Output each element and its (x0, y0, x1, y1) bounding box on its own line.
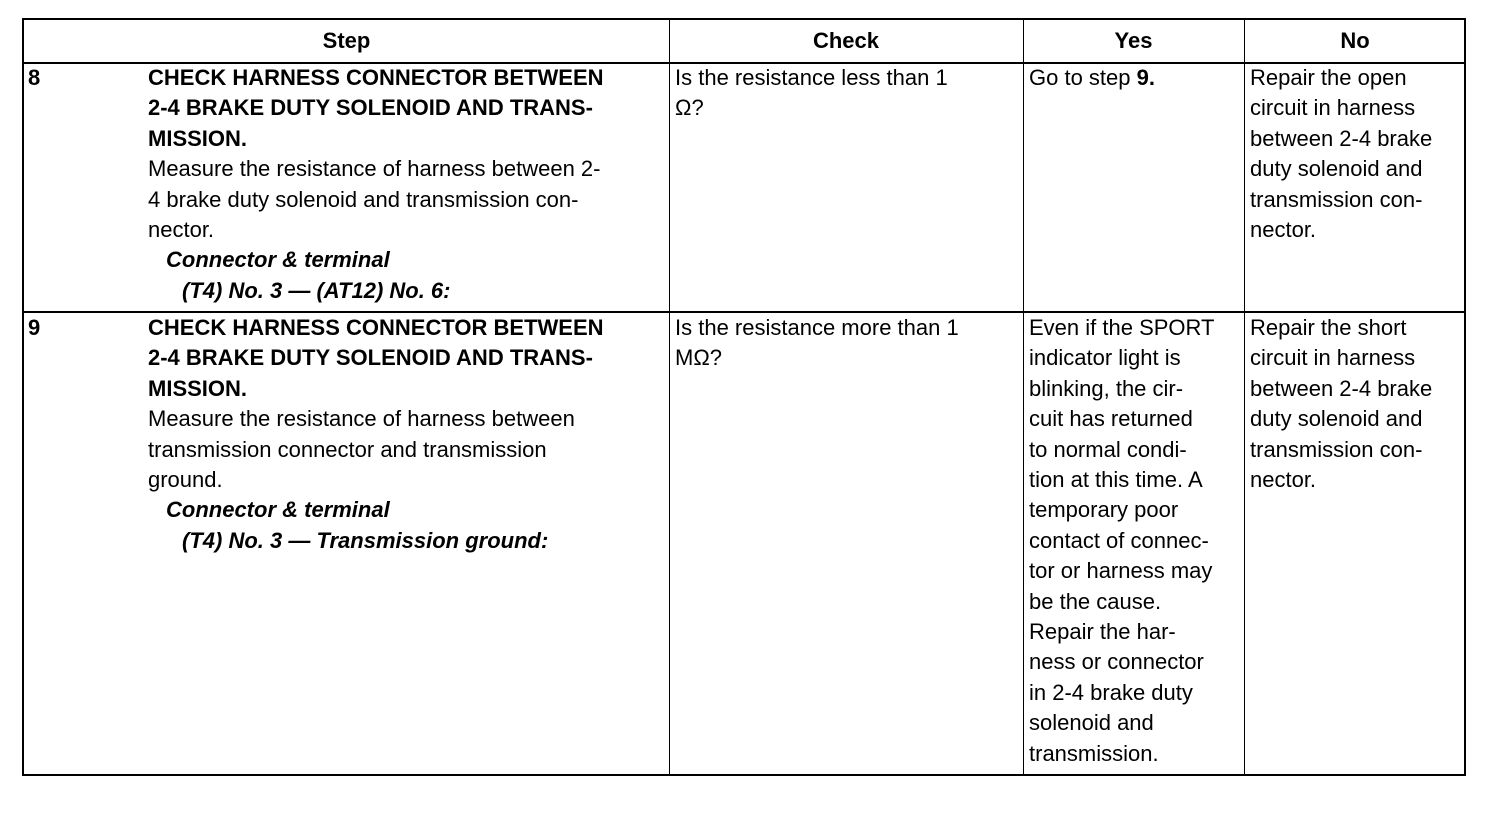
yes-line: Repair the har- (1029, 619, 1176, 645)
step-content (148, 313, 604, 556)
diagnostic-table (22, 18, 1466, 776)
no-text (1250, 313, 1432, 495)
no-line: Repair the open (1250, 65, 1407, 90)
yes-line: to normal condi- (1029, 436, 1187, 462)
yes-line: solenoid and (1029, 710, 1154, 736)
no-line: circuit in harness (1250, 95, 1416, 121)
step-title-line: 2-4 BRAKE DUTY SOLENOID AND TRANS- (148, 345, 593, 371)
connector-label: Connector & terminal (166, 497, 390, 523)
check-line: Ω? (675, 95, 704, 121)
no-line: between 2-4 brake (1250, 375, 1433, 401)
check-text (675, 63, 948, 124)
step-desc-line: ground. (148, 467, 223, 493)
yes-line: tor or harness may (1029, 558, 1213, 584)
no-line: duty solenoid and (1250, 406, 1423, 432)
header-step: Step (322, 28, 371, 53)
column-divider (1244, 20, 1245, 774)
no-line: nector. (1250, 217, 1317, 243)
no-line: duty solenoid and (1250, 156, 1423, 182)
step-desc-line: transmission connector and transmission (148, 436, 547, 462)
step-content (148, 63, 604, 306)
yes-step-link: 9. (1136, 65, 1155, 90)
column-divider (669, 20, 670, 774)
no-line: Repair the short (1250, 315, 1407, 340)
step-desc-line: 4 brake duty solenoid and transmission con- (148, 186, 579, 212)
step-desc-line: Measure the resistance of harness between 2- (148, 156, 601, 182)
step-title-line: MISSION. (148, 375, 248, 401)
step-title-line: MISSION. (148, 125, 248, 151)
check-line: Is the resistance less than 1 (675, 65, 948, 90)
no-line: transmission con- (1250, 186, 1423, 212)
step-title-line: 2-4 BRAKE DUTY SOLENOID AND TRANS- (148, 95, 593, 121)
yes-line: indicator light is (1029, 345, 1181, 371)
step-title-line: CHECK HARNESS CONNECTOR BETWEEN (148, 65, 604, 90)
connector-label: Connector & terminal (166, 247, 390, 273)
no-line: between 2-4 brake (1250, 125, 1433, 151)
yes-line: ness or connector (1029, 649, 1204, 675)
no-line: transmission con- (1250, 436, 1423, 462)
step-title-line: CHECK HARNESS CONNECTOR BETWEEN (148, 315, 604, 340)
yes-line: blinking, the cir- (1029, 375, 1184, 401)
no-line: circuit in harness (1250, 345, 1416, 371)
step-desc-line: nector. (148, 217, 215, 243)
step-number: 9 (28, 315, 41, 340)
terminal-spec: (T4) No. 3 — (AT12) No. 6: (182, 277, 451, 303)
column-divider (1023, 20, 1024, 774)
terminal-spec: (T4) No. 3 — Transmission ground: (182, 527, 549, 553)
step-desc-line: Measure the resistance of harness between (148, 406, 575, 432)
yes-line: tion at this time. A (1029, 467, 1203, 493)
no-text (1250, 63, 1432, 245)
step-number: 8 (28, 65, 41, 90)
yes-text (1029, 313, 1214, 769)
yes-line: in 2-4 brake duty (1029, 679, 1193, 705)
yes-line: transmission. (1029, 740, 1159, 766)
yes-line (1029, 63, 1155, 93)
yes-line: be the cause. (1029, 588, 1162, 614)
check-line: Is the resistance more than 1 (675, 315, 959, 340)
yes-line: contact of connec- (1029, 527, 1209, 553)
no-line: nector. (1250, 467, 1317, 493)
header-no: No (1340, 28, 1370, 53)
yes-text (1029, 63, 1155, 93)
yes-prefix: Go to step (1029, 65, 1137, 90)
header-check: Check (812, 28, 880, 53)
header-yes: Yes (1114, 28, 1153, 53)
check-line: MΩ? (675, 345, 723, 371)
yes-line: temporary poor (1029, 497, 1179, 523)
yes-line: cuit has returned (1029, 406, 1193, 432)
check-text (675, 313, 959, 374)
yes-line: Even if the SPORT (1029, 315, 1215, 340)
